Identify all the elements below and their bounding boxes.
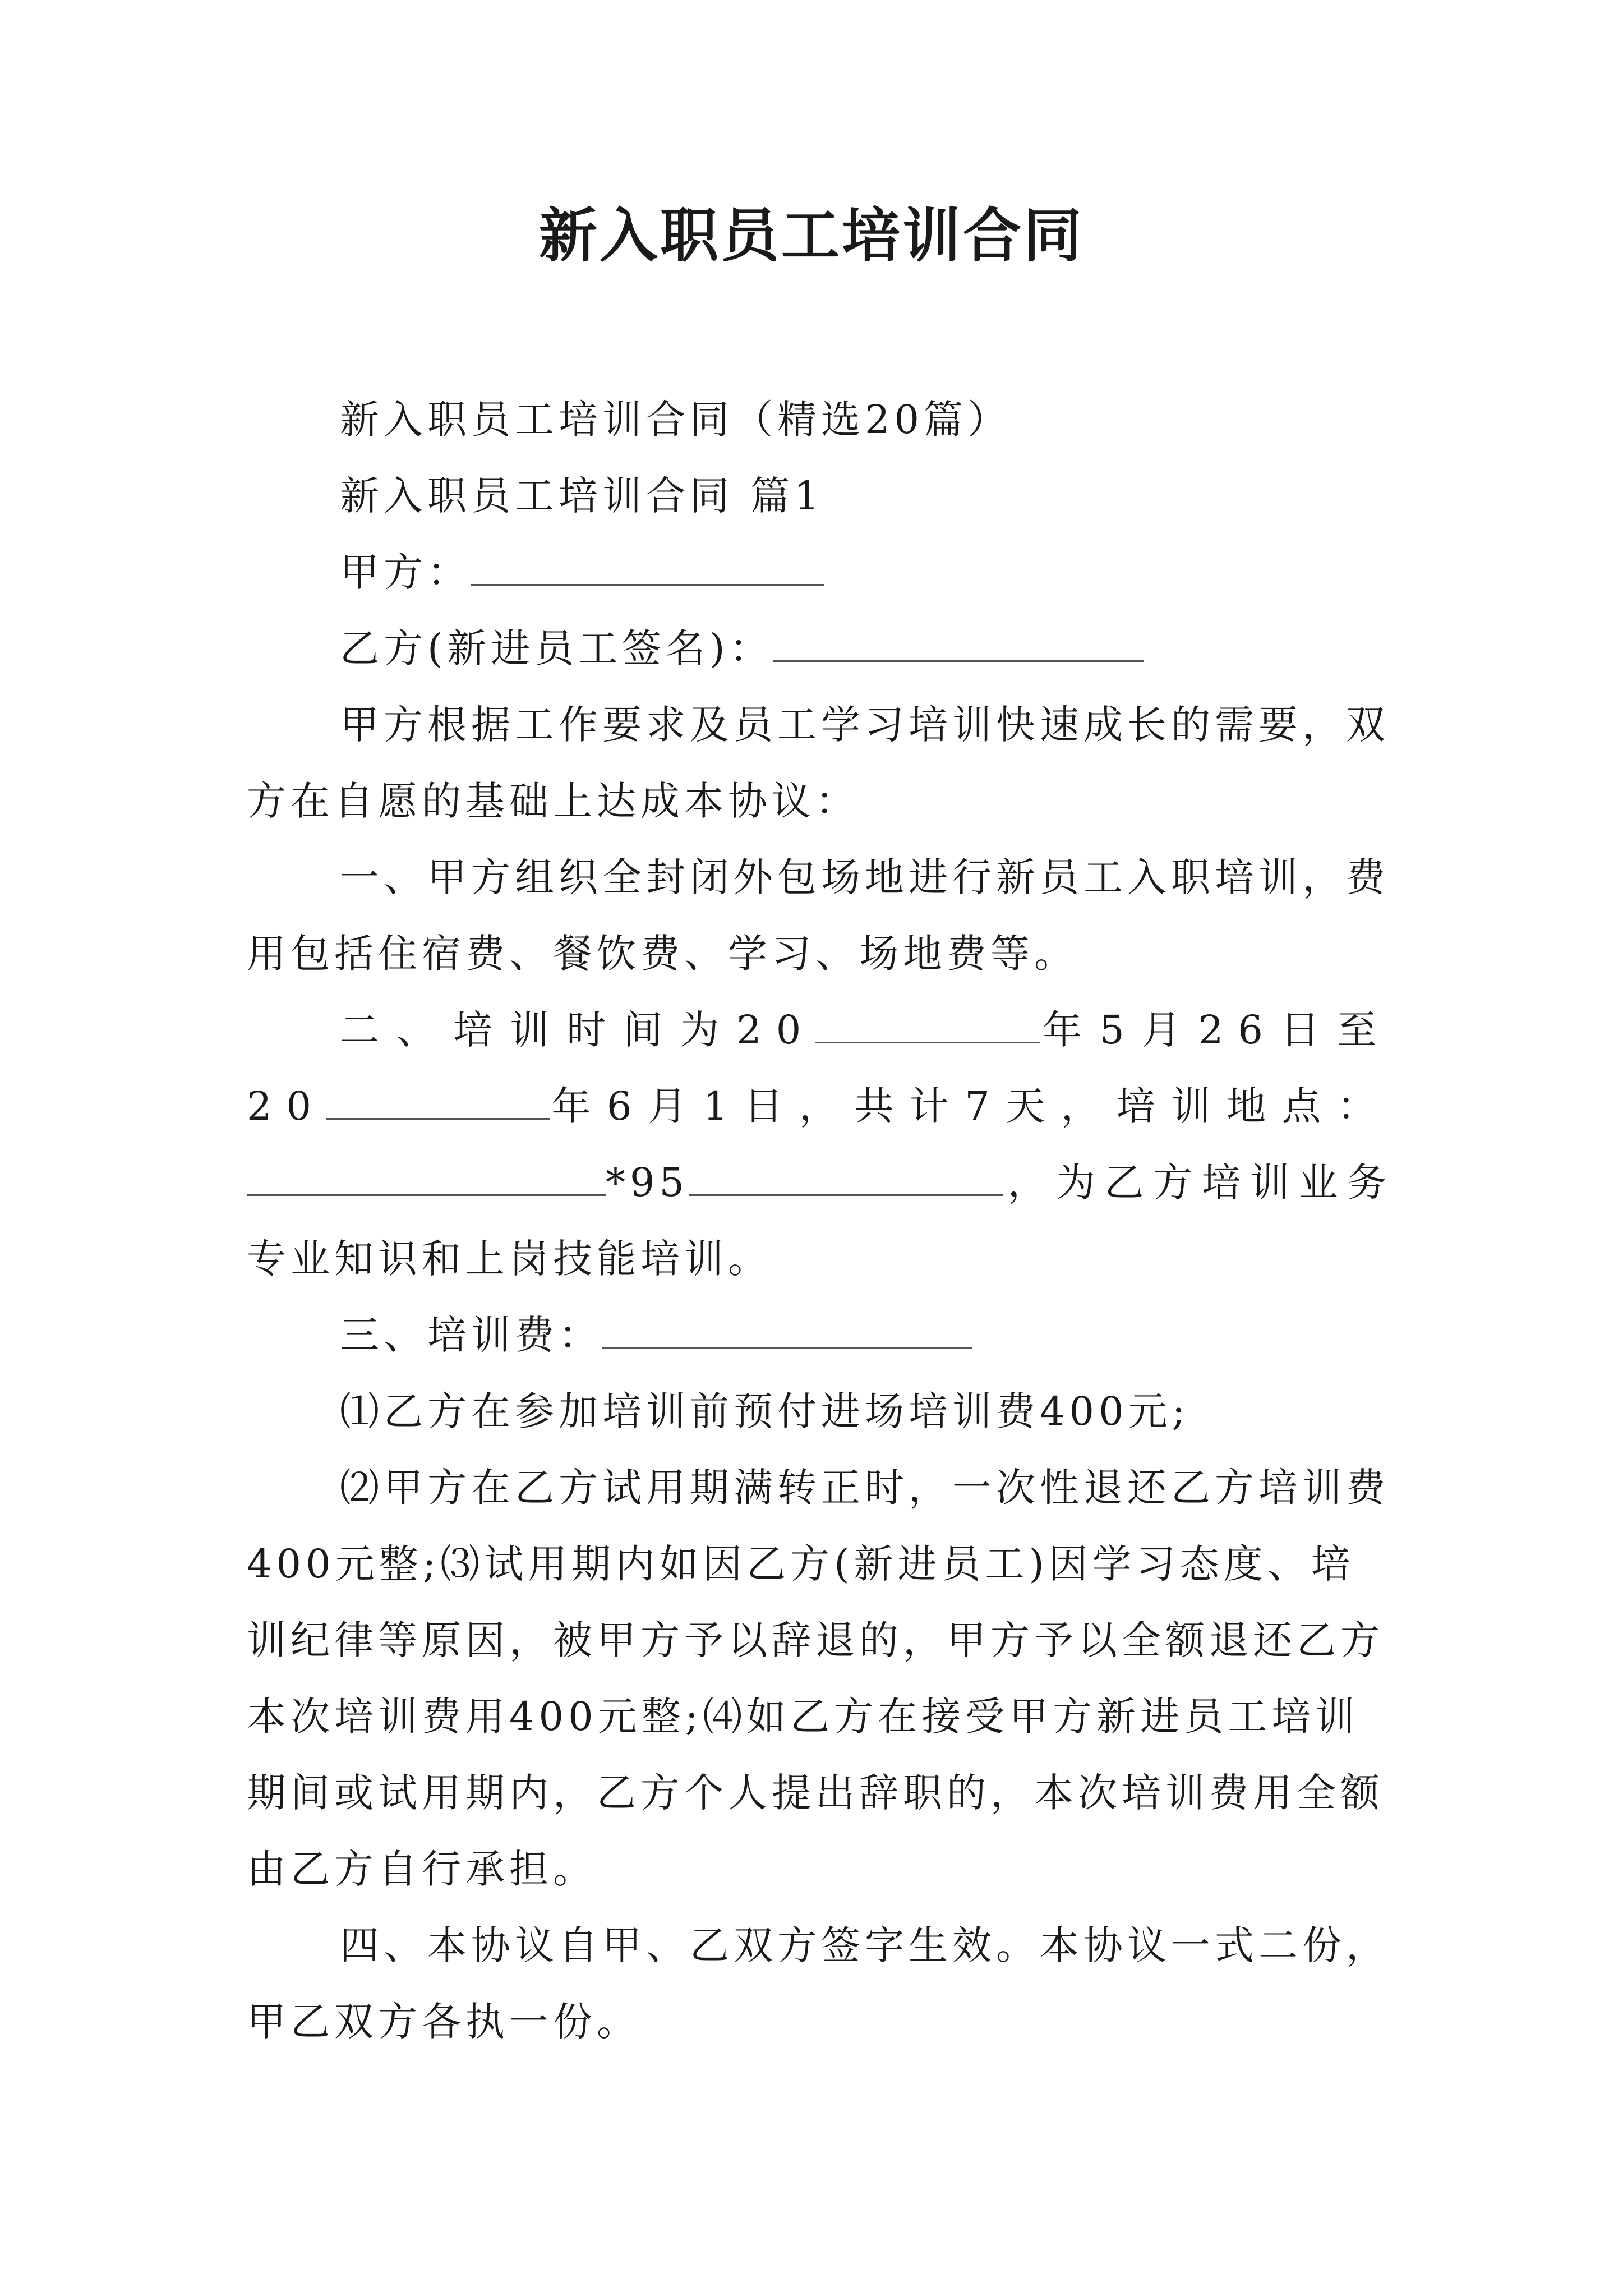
- year-blank-2: [326, 1079, 550, 1120]
- party-a-line: [247, 534, 1391, 610]
- subtitle: 新入职员工培训合同（精选20篇）: [340, 397, 1012, 443]
- clause-2-line-4: 专业知识和上岗技能培训。: [247, 1236, 772, 1282]
- clause-2-line-2: [247, 1068, 1391, 1144]
- clause-2-text-1: 二、培训时间为20: [340, 1007, 816, 1053]
- section-heading: 新入职员工培训合同 篇1: [340, 473, 824, 519]
- fee-item-1: ⑴乙方在参加培训前预付进场培训费400元;: [340, 1388, 1190, 1434]
- party-b-blank: [773, 621, 1144, 662]
- location-blank-1: [247, 1155, 606, 1196]
- party-a-blank: [471, 545, 824, 586]
- document-title: 新入职员工培训合同: [538, 201, 1084, 270]
- clause-2-line-1: [247, 992, 1391, 1068]
- clause-2-text-2: 年5月26日至: [1040, 1007, 1391, 1053]
- party-b-line: [247, 610, 1391, 687]
- document-body: [247, 381, 1391, 2060]
- clause-2-text-6: ，为乙方培训业务: [1003, 1159, 1391, 1205]
- clause-2-text-5: *95: [606, 1159, 689, 1205]
- fee-item-2: ⑵甲方在乙方试用期满转正时，一次性退还乙方培训费400元整;⑶试用期内如因乙方(新进员工)因学习态度、培训纪律等原因，被甲方予以辞退的，甲方予以全额退还乙方本次培训费用400元整;⑷如乙方在接受甲方新进员工培训期间或试用期内，乙方个人提出辞职的，本次培训费用全额由乙方自行承担。: [247, 1465, 1390, 1892]
- clause-3-line: [247, 1297, 1391, 1373]
- location-blank-2: [689, 1155, 1003, 1196]
- fee-blank: [602, 1308, 972, 1349]
- party-a-label: 甲方：: [340, 549, 471, 595]
- clause-4: 四、本协议自甲、乙双方签字生效。本协议一式二份，甲乙双方各执一份。: [247, 1922, 1390, 2045]
- intro-paragraph: 甲方根据工作要求及员工学习培训快速成长的需要，双方在自愿的基础上达成本协议：: [247, 702, 1390, 824]
- year-blank-1: [815, 1002, 1040, 1043]
- clause-2-text-4: 年6月1日，共计7天，培训地点：: [550, 1083, 1391, 1129]
- party-b-label: 乙方(新进员工签名)：: [340, 625, 773, 671]
- clause-2-line-3: [247, 1144, 1391, 1221]
- clause-1: 一、甲方组织全封闭外包场地进行新员工入职培训，费用包括住宿费、餐饮费、学习、场地费等。: [247, 854, 1390, 977]
- clause-2-text-3: 20: [247, 1083, 326, 1129]
- clause-3-label: 三、培训费：: [340, 1312, 602, 1358]
